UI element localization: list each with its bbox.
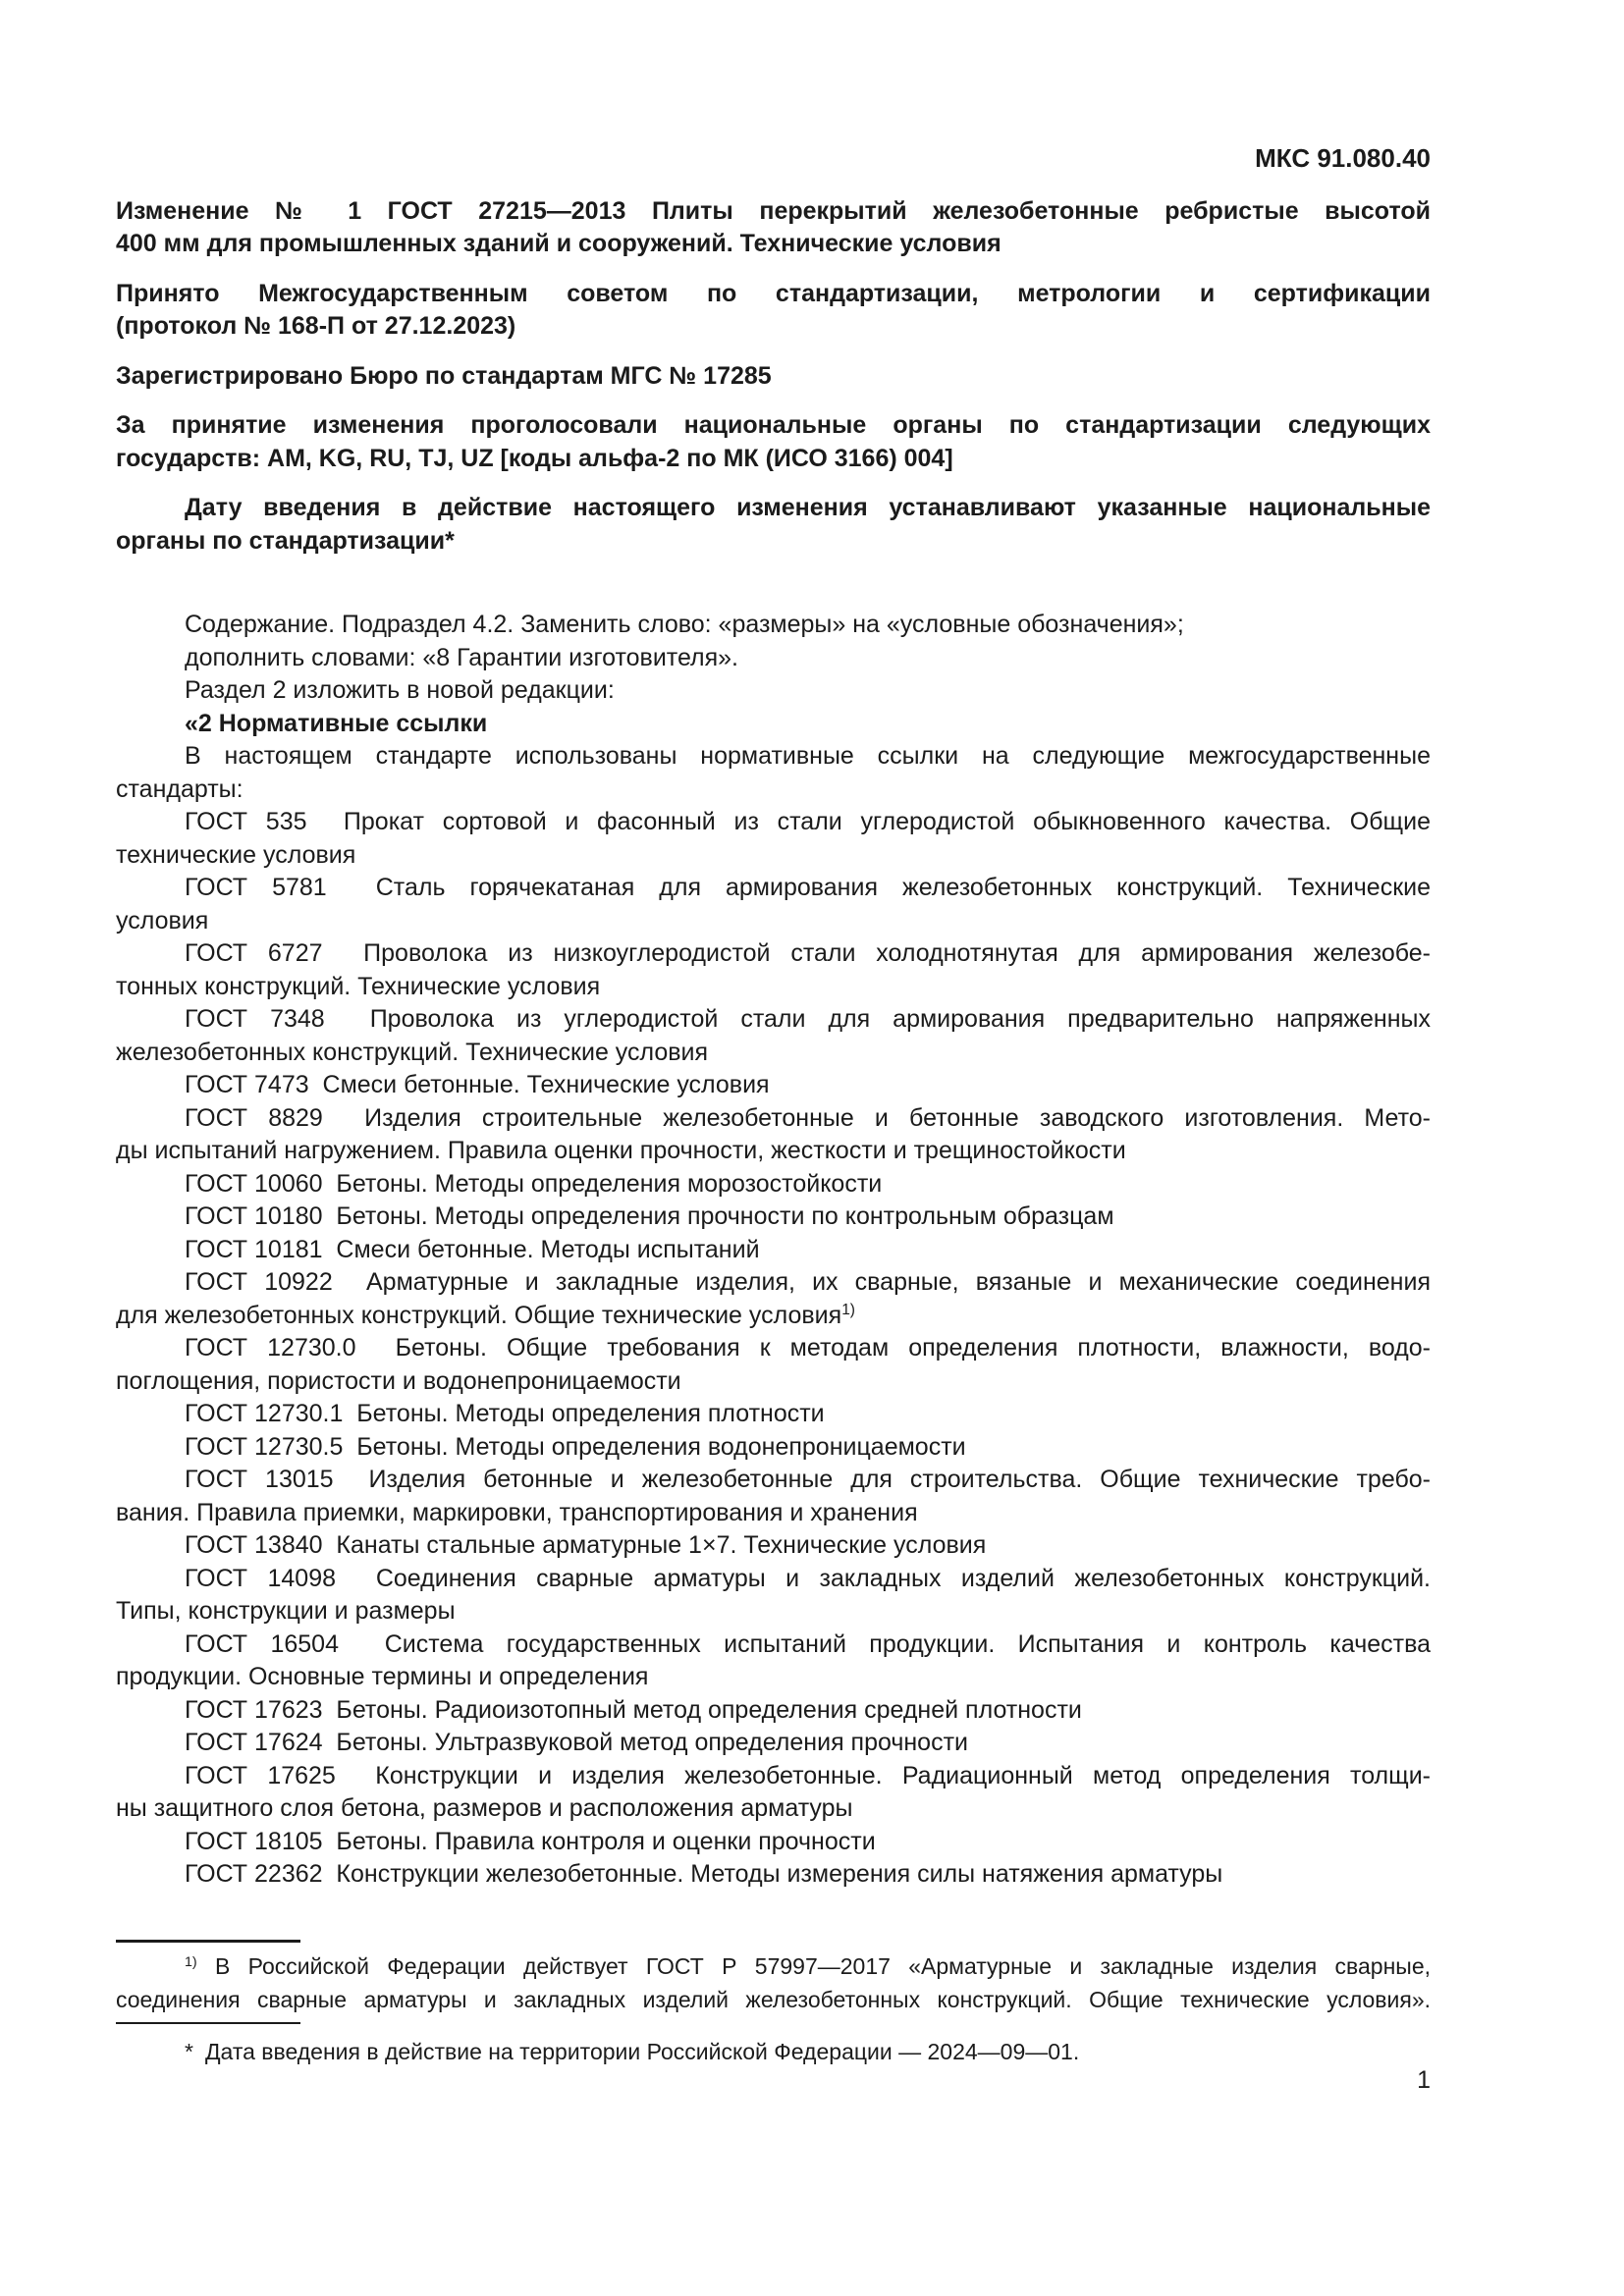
registration-paragraph [116,360,1431,394]
footnote-asterisk [116,2036,1431,2069]
footnote-1 [116,1950,1431,1984]
gost-ref-line: поглощения, пористости и водонепроницаемости [116,1366,681,1395]
gost-ref-line: ГОСТ 22362 Конструкции железобетонные. Методы измерения силы натяжения арматуры [185,1860,1223,1888]
page-number: 1 [1417,2066,1431,2094]
gost-ref-line: ГОСТ 16504 Система государственных испытаний продукции. Испытания и контроль качества [185,1629,1431,1658]
gost-ref-line: ГОСТ 10180 Бетоны. Методы определения прочности по контрольным образцам [185,1202,1114,1230]
amendment-instruction: Содержание. Подраздел 4.2. Заменить слово: «размеры» на «условные обозначения»; [185,611,1184,638]
footnotes-block [116,1932,1431,2069]
gost-ref-line: ГОСТ 10181 Смеси бетонные. Методы испытаний [185,1235,760,1263]
effective-date-line: Дату введения в действие настоящего изменения устанавливают указанные национальные [185,494,1431,521]
gost-ref-line: ГОСТ 10922 Арматурные и закладные изделия, их сварные, вязаные и механические соединения [185,1268,1431,1296]
document-content [116,142,1431,1892]
gost-ref-line: ГОСТ 17625 Конструкции и изделия железобетонные. Радиационный метод определения толщи- [185,1761,1431,1789]
gost-ref-line: ГОСТ 17623 Бетоны. Радиоизотопный метод определения средней плотности [185,1695,1082,1724]
refs-intro-line: В настоящем стандарте использованы нормативные ссылки на следующие межгосударственные [185,742,1431,770]
adoption-line: Принято Межгосударственным советом по стандартизации, метрологии и сертификации [116,279,1431,307]
gost-ref-line: железобетонных конструкций. Технические условия [116,1038,709,1066]
gost-ref-line: ГОСТ 13840 Канаты стальные арматурные 1×7. Технические условия [185,1531,987,1559]
doc-title-paragraph [116,195,1431,261]
section-heading: «2 Нормативные ссылки [185,709,488,737]
voting-paragraph [116,409,1431,475]
gost-ref-line: ГОСТ 17624 Бетоны. Ультразвуковой метод определения прочности [185,1729,968,1756]
gost-ref-line: ГОСТ 10060 Бетоны. Методы определения морозостойкости [185,1169,883,1198]
footnote-reference: 1) [841,1301,855,1318]
amendment-instruction: дополнить словами: «8 Гарантии изготовителя». [185,643,739,671]
gost-ref-line: технические условия [116,840,356,869]
gost-ref-line: ГОСТ 535 Прокат сортовой и фасонный из стали углеродистой обыкновенного качества. Общие [185,808,1431,835]
gost-ref-line: ды испытаний нагружением. Правила оценки прочности, жесткости и трещиностойкости [116,1137,1126,1164]
gost-ref-text: для железобетонных конструкций. Общие технические условия [116,1301,842,1329]
footnote-separator [116,2022,300,2024]
gost-ref-line: тонных конструкций. Технические условия [116,972,601,1000]
registration-line: Зарегистрировано Бюро по стандартам МГС № 17285 [116,361,772,390]
effective-date-paragraph [116,492,1431,558]
gost-ref-line: ГОСТ 12730.0 Бетоны. Общие требования к методам определения плотности, влажности, водо- [185,1334,1431,1362]
gost-ref-line: Типы, конструкции и размеры [116,1597,456,1625]
footnote-1-continuation: соединения сварные арматуры и закладных изделий железобетонных конструкций. Общие технические условия». [116,1986,1431,2012]
gost-ref-line: продукции. Основные термины и определения [116,1663,649,1690]
doc-title-line: 400 мм для промышленных зданий и сооружений. Технические условия [116,230,1001,257]
gost-ref-line: ГОСТ 12730.5 Бетоны. Методы определения водонепроницаемости [185,1432,966,1461]
gost-ref-line: ГОСТ 12730.1 Бетоны. Методы определения плотности [185,1400,825,1427]
adoption-line: (протокол № 168-П от 27.12.2023) [116,312,516,340]
gost-ref-line: ГОСТ 8829 Изделия строительные железобетонные и бетонные заводского изготовления. Мето- [185,1103,1431,1132]
gost-ref-line: ГОСТ 6727 Проволока из низкоуглеродистой стали холоднотянутая для армирования железобе- [185,939,1431,967]
gost-ref-line [116,1300,1431,1333]
doc-title-line: Изменение № 1 ГОСТ 27215—2013 Плиты перекрытий железобетонные ребристые высотой [116,196,1431,225]
gost-ref-line: ГОСТ 18105 Бетоны. Правила контроля и оценки прочности [185,1827,876,1855]
footnote-asterisk-text: Дата введения в действие на территории Российской Федерации — 2024—09—01. [204,2039,1080,2064]
effective-date-line: органы по стандартизации* [116,526,455,555]
gost-ref-line: ГОСТ 5781 Сталь горячекатаная для армирования железобетонных конструкций. Технические [185,874,1431,901]
amendment-instruction: Раздел 2 изложить в новой редакции: [185,676,615,704]
amendment-body [116,609,1431,1892]
refs-intro-line: стандарты: [116,774,244,803]
footnote-separator [116,1940,300,1943]
footnote-asterisk-marker: * [185,2039,193,2064]
gost-ref-line: условия [116,906,209,934]
footnote-1-marker: 1) [185,1954,197,1971]
gost-ref-line: ГОСТ 14098 Соединения сварные арматуры и закладных изделий железобетонных конструкций. [185,1564,1431,1592]
gost-ref-line: ны защитного слоя бетона, размеров и расположения арматуры [116,1794,853,1822]
footnote-1-text: В Российской Федерации действует ГОСТ Р 57997—2017 «Арматурные и закладные изделия сварные, [214,1953,1432,1979]
gost-ref-line: ГОСТ 7348 Проволока из углеродистой стали для армирования предварительно напряженных [185,1005,1431,1033]
voting-line: государств: AM, KG, RU, TJ, UZ [коды альфа-2 по МК (ИСО 3166) 004] [116,444,953,472]
voting-line: За принятие изменения проголосовали национальные органы по стандартизации следующих [116,411,1431,439]
adoption-paragraph [116,278,1431,344]
ics-code: МКС 91.080.40 [1255,143,1431,173]
gost-ref-line: ГОСТ 7473 Смеси бетонные. Технические условия [185,1071,770,1098]
gost-ref-line: ГОСТ 13015 Изделия бетонные и железобетонные для строительства. Общие технические требо- [185,1466,1431,1493]
gost-ref-line: вания. Правила приемки, маркировки, транспортирования и хранения [116,1498,918,1526]
